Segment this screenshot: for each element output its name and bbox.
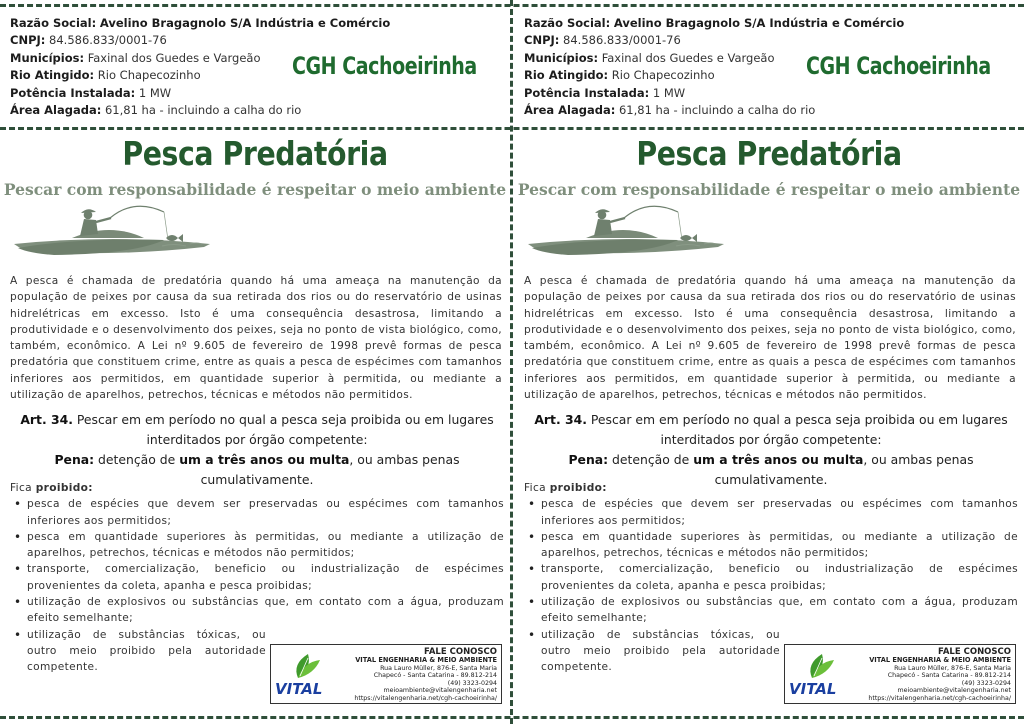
forbidden-intro-bold: proibido: [549,482,607,494]
forbidden-intro: Fica [10,482,36,494]
forbidden-intro-bold: proibido: [35,482,93,494]
vital-logo-icon [788,650,854,700]
page-title: Pesca Predatória [636,134,902,173]
fisherman-boat-icon [528,200,728,262]
pena-post: , ou ambas penas cumulativamente. [200,452,460,487]
contact-text [354,647,497,703]
rio-value: Rio Chapecozinho [608,68,715,83]
razao-value: Avelino Bragagnolo S/A Indústria e Comércio [613,16,905,30]
razao-value: Avelino Bragagnolo S/A Indústria e Comércio [99,16,391,30]
pena-post: , ou ambas penas cumulativamente. [714,452,974,487]
cnpj-label: CNPJ: [10,33,46,48]
rio-value: Rio Chapecozinho [94,68,201,83]
razao-label: Razão Social: [524,16,611,30]
contact-company: VITAL ENGENHARIA & MEIO AMBIENTE [355,656,497,664]
contact-box [270,644,502,704]
art-label: Art. 34. [20,412,73,427]
contact-address-2: Chapecó - Santa Catarina - 89.812-214 [373,672,497,680]
area-value: 61,81 ha - incluindo a calha do rio [101,103,302,118]
list-item: • utilização de substâncias tóxicas, ou outro meio proibido pela autoridade competente. [10,627,504,676]
cnpj-value: 84.586.833/0001-76 [45,33,167,48]
contact-heading: FALE CONOSCO [424,647,497,657]
flyer-right [514,0,1024,724]
brand-name: CGH Cachoeirinha [292,52,477,80]
municipios-value: Faxinal dos Guedes e Vargeão [84,50,261,65]
contact-address-1: Rua Lauro Müller, 876-E, Santa Maria [380,664,497,672]
municipios-label: Municípios: [524,50,599,65]
center-dashed-divider [510,0,513,724]
rio-label: Rio Atingido: [524,68,609,83]
list-item: • pesca de espécies que devem ser preservadas ou espécimes com tamanhos inferiores aos permitidos; [524,496,1018,529]
potencia-value: 1 MW [135,85,172,100]
area-label: Área Alagada: [524,103,616,118]
logo-text: VITAL [275,680,323,698]
pena-label: Pena: [568,452,609,467]
contact-box [784,644,1016,704]
list-item: • pesca em quantidade superiores às permitidas, ou mediante a utilização de aparelhos, petrechos, técnicas e métodos não permitidos; [524,529,1018,562]
razao-label: Razão Social: [10,16,97,30]
contact-phone: (49) 3323-0294 [961,679,1011,687]
list-item: • utilização de substâncias tóxicas, ou outro meio proibido pela autoridade competente. [524,627,1018,676]
brand-name: CGH Cachoeirinha [806,52,991,80]
intro-paragraph: A pesca é chamada de predatória quando há uma ameaça na manutenção da população de peixes por causa da sua retirada dos rios ou do reservatório de usinas hidrelétricas em excesso. Isto é uma consequência desastrosa, limitando a produtividade e o desenvolvimento dos peixes, seja no ponto de vista biológico, como, também, econômico. A Lei nº 9.605 de fevereiro de 1998 prevê formas de pesca predatória que constituem crime, entre as quais a pesca de espécimes com tamanhos inferiores aos permitidos, em quantidade superior à permitida, ou mediante a utilização de aparelhos, petrechos, técnicas e métodos não permitidos. [10,275,502,402]
contact-url[interactable]: https://vitalengenharia.net/cgh-cachoeirinha/ [354,694,497,702]
contact-phone: (49) 3323-0294 [447,679,497,687]
list-item: • transporte, comercialização, beneficio ou industrialização de espécimes provenientes da coleta, apanha e pesca proibidas; [10,561,504,594]
potencia-label: Potência Instalada: [10,85,136,100]
art-text: Pescar em em período no qual a pesca seja proibida ou em lugares interditados por órgão competente: [586,412,1008,447]
law-block [8,410,506,490]
rio-label: Rio Atingido: [10,68,95,83]
area-label: Área Alagada: [10,103,102,118]
list-item: • pesca em quantidade superiores às permitidas, ou mediante a utilização de aparelhos, petrechos, técnicas e métodos não permitidos; [10,529,504,562]
page-subtitle: Pescar com responsabilidade é respeitar o meio ambiente [3,180,507,199]
list-item: • utilização de explosivos ou substâncias que, em contato com a água, produzam efeito semelhante; [524,594,1018,627]
page-title: Pesca Predatória [122,134,388,173]
municipios-value: Faxinal dos Guedes e Vargeão [598,50,775,65]
contact-heading: FALE CONOSCO [938,647,1011,657]
fisherman-boat-icon [14,200,214,262]
municipios-label: Municípios: [10,50,85,65]
contact-text [868,647,1011,703]
pena-bold: um a três anos ou multa [179,452,350,467]
contact-company: VITAL ENGENHARIA & MEIO AMBIENTE [869,656,1011,664]
page-subtitle: Pescar com responsabilidade é respeitar o meio ambiente [517,180,1021,199]
list-item: • pesca de espécies que devem ser preservadas ou espécimes com tamanhos inferiores aos permitidos; [10,496,504,529]
art-label: Art. 34. [534,412,587,427]
potencia-value: 1 MW [649,85,686,100]
intro-paragraph: A pesca é chamada de predatória quando há uma ameaça na manutenção da população de peixes por causa da sua retirada dos rios ou do reservatório de usinas hidrelétricas em excesso. Isto é uma consequência desastrosa, limitando a produtividade e o desenvolvimento dos peixes, seja no ponto de vista biológico, como, também, econômico. A Lei nº 9.605 de fevereiro de 1998 prevê formas de pesca predatória que constituem crime, entre as quais a pesca de espécimes com tamanhos inferiores aos permitidos, em quantidade superior à permitida, ou mediante a utilização de aparelhos, petrechos, técnicas e métodos não permitidos. [524,275,1016,402]
potencia-label: Potência Instalada: [524,85,650,100]
contact-url[interactable]: https://vitalengenharia.net/cgh-cachoeirinha/ [868,694,1011,702]
cnpj-label: CNPJ: [524,33,560,48]
flyer-left [0,0,510,724]
contact-address-1: Rua Lauro Müller, 876-E, Santa Maria [894,664,1011,672]
area-value: 61,81 ha - incluindo a calha do rio [615,103,816,118]
contact-email[interactable]: meioambiente@vitalengenharia.net [897,687,1011,695]
forbidden-intro: Fica [524,482,550,494]
list-item: • utilização de explosivos ou substâncias que, em contato com a água, produzam efeito semelhante; [10,594,504,627]
contact-email[interactable]: meioambiente@vitalengenharia.net [383,687,497,695]
pena-bold: um a três anos ou multa [693,452,864,467]
logo-text: VITAL [789,680,837,698]
pena-label: Pena: [54,452,95,467]
list-item: • transporte, comercialização, beneficio ou industrialização de espécimes provenientes da coleta, apanha e pesca proibidas; [524,561,1018,594]
vital-logo-icon [274,650,340,700]
contact-address-2: Chapecó - Santa Catarina - 89.812-214 [887,672,1011,680]
pena-pre: detenção de [94,452,180,467]
law-block [522,410,1020,490]
cnpj-value: 84.586.833/0001-76 [559,33,681,48]
pena-pre: detenção de [608,452,694,467]
art-text: Pescar em em período no qual a pesca seja proibida ou em lugares interditados por órgão competente: [72,412,494,447]
